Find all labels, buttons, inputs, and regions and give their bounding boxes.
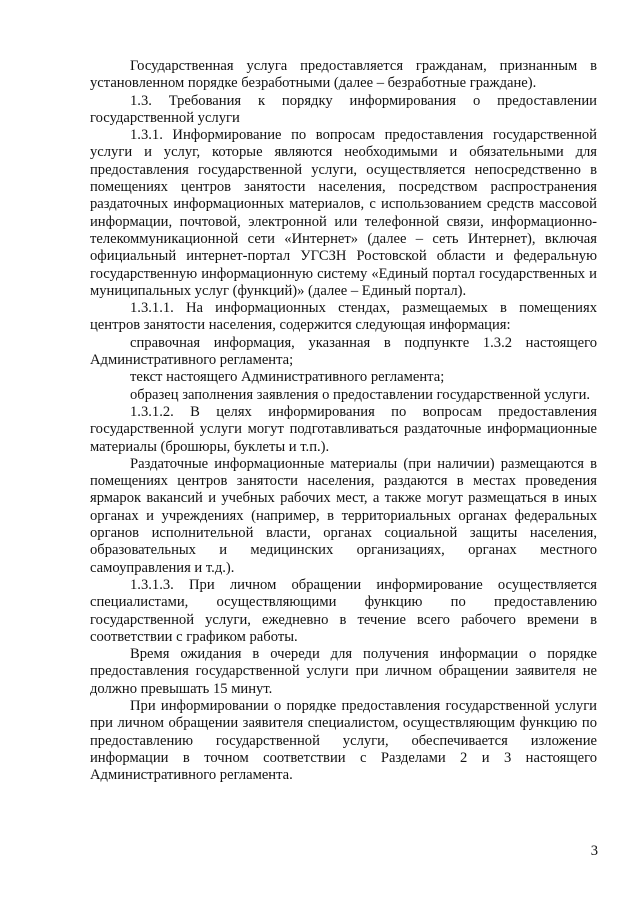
document-body	[90, 58, 597, 784]
paragraph-1-3-1: 1.3.1. Информирование по вопросам предоставления государственной услуги и услуг, которые являются необходимыми и обязательными для предоставления государственной услуги, осуществляется непосредственно в помещениях центров занятости населения, посредством распространения раздаточных информационных материалов, с использованием средств массовой информации, почтовой, электронной или телефонной связи, информационно-телекоммуникационной сети «Интернет» (далее – сеть Интернет), включая официальный интернет-портал УГСЗН Ростовской области и федеральную государственную информационную систему «Единый портал государственных и муниципальных услуг (функций)» (далее – Единый портал).	[90, 127, 597, 299]
list-item-regulation-text: текст настоящего Административного регламента;	[130, 369, 445, 386]
paragraph-1-3-1-1: 1.3.1.1. На информационных стендах, размещаемых в помещениях центров занятости населения, содержится следующая информация:	[90, 300, 597, 334]
page-number: 3	[590, 843, 598, 859]
paragraph-informing-procedure: При информировании о порядке предоставления государственной услуги при личном обращении заявителя специалистом, осуществляющим функцию по предоставлению государственной услуги, обеспечивается изложение информации в точном соответствии с Разделами 2 и 3 настоящего Административного регламента.	[90, 697, 597, 784]
paragraph-1-3-1-3: 1.3.1.3. При личном обращении информирование осуществляется специалистами, осуществляющими функцию по предоставлению государственной услуги, ежедневно в течение всего рабочего времени в соответствии с графиком работы.	[90, 576, 597, 645]
list-item-reference-info: справочная информация, указанная в подпункте 1.3.2 настоящего Административного регламента;	[90, 334, 597, 369]
paragraph-unemployed-citizens: Государственная услуга предоставляется гражданам, признанным в установленном порядке безработными (далее – безработные граждане).	[90, 58, 597, 92]
paragraph-waiting-time: Время ожидания в очереди для получения информации о порядке предоставления государственной услуги при личном обращении заявителя не должно превышать 15 минут.	[90, 646, 597, 697]
list-item-application-sample: образец заполнения заявления о предоставлении государственной услуги.	[130, 386, 591, 403]
paragraph-1-3-1-2: 1.3.1.2. В целях информирования по вопросам предоставления государственной услуги могут подготавливаться раздаточные информационные материалы (брошюры, буклеты и т.п.).	[90, 403, 597, 455]
paragraph-handout-materials: Раздаточные информационные материалы (при наличии) размещаются в помещениях центров занятости населения, раздаются в местах проведения ярмарок вакансий и учебных рабочих мест, а также могут размещаться в иных органах и учреждениях (например, в территориальных органах федеральных органов исполнительной власти, органах социальной защиты населения, образовательных и медицинских организациях, органах местного самоуправления и т.д.).	[90, 455, 597, 576]
section-heading-1-3: 1.3. Требования к порядку информирования о предоставлении государственной услуги	[90, 92, 597, 126]
